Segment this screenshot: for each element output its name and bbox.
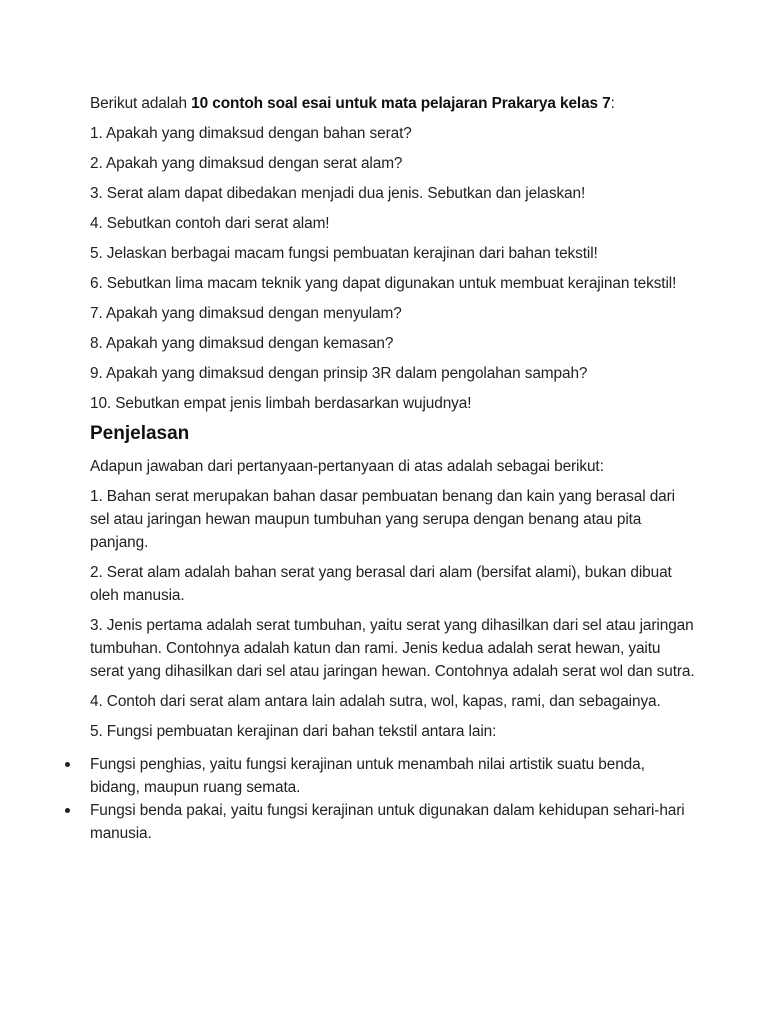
bullet-icon [65, 808, 70, 813]
intro-prefix: Berikut adalah [90, 95, 192, 112]
question-item: 7. Apakah yang dimaksud dengan menyulam? [90, 305, 402, 322]
question-item: 5. Jelaskan berbagai macam fungsi pembuatan kerajinan dari bahan tekstil! [90, 245, 598, 262]
document-body [90, 92, 695, 845]
question-item: 4. Sebutkan contoh dari serat alam! [90, 215, 330, 232]
answers-intro: Adapun jawaban dari pertanyaan-pertanyaan di atas adalah sebagai berikut: [90, 458, 604, 475]
bullet-list [90, 753, 695, 845]
question-item: 1. Apakah yang dimaksud dengan bahan serat? [90, 125, 412, 142]
answer-item: 4. Contoh dari serat alam antara lain adalah sutra, wol, kapas, rami, dan sebagainya. [90, 693, 661, 710]
bullet-text: Fungsi benda pakai, yaitu fungsi kerajinan untuk digunakan dalam kehidupan sehari-hari manusia. [90, 802, 685, 842]
question-item: 3. Serat alam dapat dibedakan menjadi dua jenis. Sebutkan dan jelaskan! [90, 185, 586, 202]
section-heading: Penjelasan [90, 423, 190, 444]
bullet-item [90, 753, 695, 799]
question-item: 8. Apakah yang dimaksud dengan kemasan? [90, 335, 394, 352]
question-item: 2. Apakah yang dimaksud dengan serat alam? [90, 155, 403, 172]
answer-item: 1. Bahan serat merupakan bahan dasar pembuatan benang dan kain yang berasal dari sel atau jaringan hewan maupun tumbuhan yang serupa dengan benang atau pita panjang. [90, 488, 675, 551]
bullet-text: Fungsi penghias, yaitu fungsi kerajinan untuk menambah nilai artistik suatu benda, bidang, maupun ruang semata. [90, 756, 645, 796]
question-item: 10. Sebutkan empat jenis limbah berdasarkan wujudnya! [90, 395, 472, 412]
bullet-icon [65, 762, 70, 767]
intro-bold-title: 10 contoh soal esai untuk mata pelajaran Prakarya kelas 7 [191, 95, 611, 112]
intro-paragraph [90, 92, 695, 115]
answer-item: 3. Jenis pertama adalah serat tumbuhan, yaitu serat yang dihasilkan dari sel atau jaringan tumbuhan. Contohnya adalah katun dan rami. Jenis kedua adalah serat hewan, yaitu serat yang dihasilkan dari sel atau jaringan hewan. Contohnya adalah serat wol dan sutra. [90, 617, 695, 680]
question-item: 6. Sebutkan lima macam teknik yang dapat digunakan untuk membuat kerajinan tekstil! [90, 275, 677, 292]
answer-item: 5. Fungsi pembuatan kerajinan dari bahan tekstil antara lain: [90, 723, 497, 740]
question-item: 9. Apakah yang dimaksud dengan prinsip 3R dalam pengolahan sampah? [90, 365, 588, 382]
answer-item: 2. Serat alam adalah bahan serat yang berasal dari alam (bersifat alami), bukan dibuat oleh manusia. [90, 564, 672, 604]
intro-suffix: : [610, 95, 615, 112]
bullet-item [90, 799, 695, 845]
